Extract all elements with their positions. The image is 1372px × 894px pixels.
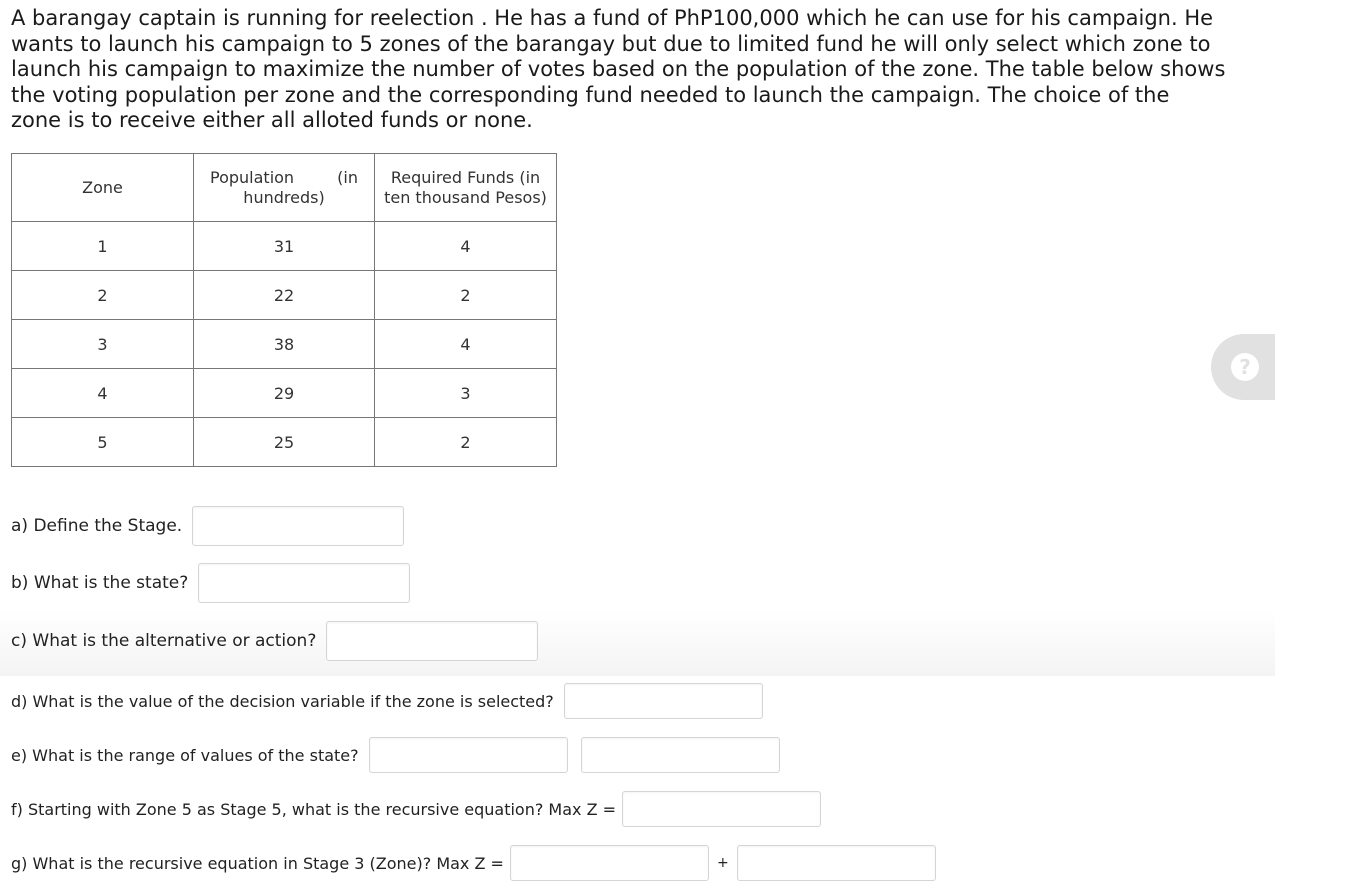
answer-c-input[interactable] (326, 621, 538, 661)
question-f-label: f) Starting with Zone 5 as Stage 5, what is the recursive equation? Max Z = (11, 799, 617, 819)
cell-funds: 2 (375, 418, 557, 467)
question-d (11, 683, 763, 719)
header-funds (375, 154, 557, 222)
question-e (11, 737, 780, 773)
question-a-label: a) Define the Stage. (11, 516, 183, 536)
question-d-label: d) What is the value of the decision variable if the zone is selected? (11, 691, 554, 711)
table-row (12, 271, 557, 320)
cell-population: 22 (194, 271, 375, 320)
header-population-word: Population (210, 167, 295, 187)
table-row (12, 320, 557, 369)
answer-f-input[interactable] (622, 791, 821, 827)
cell-funds: 3 (375, 369, 557, 418)
cell-population: 29 (194, 369, 375, 418)
table-header-row (12, 154, 557, 222)
answer-g-second-input[interactable] (737, 845, 936, 881)
header-population-unit: hundreds) (243, 187, 325, 207)
cell-population: 25 (194, 418, 375, 467)
question-a (11, 506, 404, 546)
table-row (12, 222, 557, 271)
question-c (11, 621, 538, 661)
answer-e-min-input[interactable] (369, 737, 568, 773)
question-g (11, 845, 936, 881)
zone-table (11, 153, 557, 467)
table-row (12, 369, 557, 418)
answer-g-first-input[interactable] (510, 845, 709, 881)
question-c-label: c) What is the alternative or action? (11, 631, 317, 651)
question-b-label: b) What is the state? (11, 573, 189, 593)
question-b (11, 563, 410, 603)
answer-b-input[interactable] (198, 563, 410, 603)
answer-e-max-input[interactable] (581, 737, 780, 773)
cell-funds: 2 (375, 271, 557, 320)
table-row (12, 418, 557, 467)
question-e-label: e) What is the range of values of the state? (11, 745, 359, 765)
cell-zone: 2 (12, 271, 194, 320)
header-population (194, 154, 375, 222)
help-button[interactable] (1211, 334, 1275, 400)
header-funds-line2: ten thousand Pesos) (384, 187, 547, 207)
header-population-in: (in (337, 167, 358, 187)
answer-a-input[interactable] (192, 506, 404, 546)
question-g-label: g) What is the recursive equation in Stage 3 (Zone)? Max Z = (11, 853, 504, 873)
cell-zone: 1 (12, 222, 194, 271)
header-zone: Zone (12, 154, 194, 222)
header-funds-line1: Required Funds (in (390, 167, 541, 187)
cell-zone: 5 (12, 418, 194, 467)
plus-sign: + (716, 855, 729, 871)
answer-d-input[interactable] (564, 683, 763, 719)
cell-zone: 4 (12, 369, 194, 418)
cell-population: 31 (194, 222, 375, 271)
question-mark-icon: ? (1231, 353, 1259, 381)
question-f (11, 791, 821, 827)
cell-funds: 4 (375, 222, 557, 271)
problem-statement: A barangay captain is running for reelection . He has a fund of PhP100,000 which he can use for his campaign. He wants to launch his campaign to 5 zones of the barangay but due to limited fund he will only select which zone to launch his campaign to maximize the number of votes based on the population of the zone. The table below shows the voting population per zone and the corresponding fund needed to launch the campaign. The choice of the zone is to receive either all alloted funds or none. (11, 6, 1226, 133)
cell-zone: 3 (12, 320, 194, 369)
cell-funds: 4 (375, 320, 557, 369)
cell-population: 38 (194, 320, 375, 369)
